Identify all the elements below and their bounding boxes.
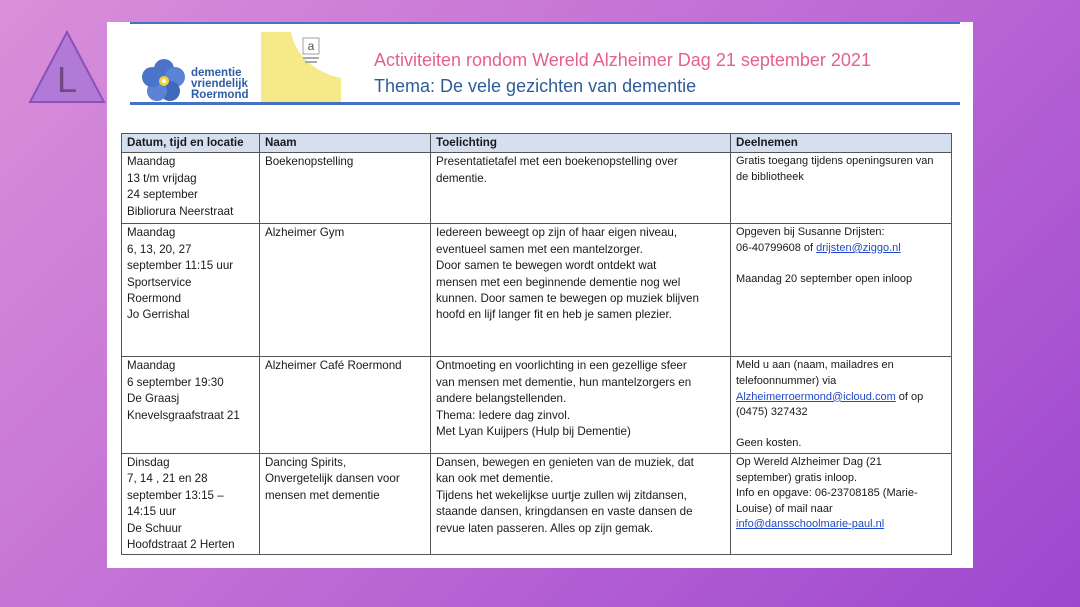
page-title: Activiteiten rondom Wereld Alzheimer Dag 21 september 2021 — [374, 50, 871, 70]
cell-toelichting: Ontmoeting en voorlichting in een gezellige sfeer van mensen met dementie, hun mantelzorgers en andere belangstellenden. Thema: Iedere dag zinvol. Met Lyan Kuijpers (Hulp bij Dementie) — [431, 357, 731, 454]
activities-table — [121, 133, 952, 555]
logo-line-2: vriendelijk — [191, 78, 248, 90]
email-link-alzheimer-roermond[interactable]: Alzheimerroermond@icloud.com — [736, 390, 896, 403]
cell-datum: Maandag 6, 13, 20, 27 september 11:15 uur Sportservice Roermond Jo Gerrishal — [122, 224, 260, 357]
cell-datum: Maandag 13 t/m vrijdag 24 september Bibliorura Neerstraat — [122, 153, 260, 224]
table-row — [122, 224, 952, 357]
document-page — [107, 22, 973, 568]
table-header-row — [122, 134, 952, 153]
cell-datum: Dinsdag 7, 14 , 21 en 28 september 13:15 – 14:15 uur De Schuur Hoofdstraat 2 Herten — [122, 453, 260, 554]
logo-line-1: dementie — [191, 67, 242, 79]
cell-deelnemen: Op Wereld Alzheimer Dag (21 september) gratis inloop. Info en opgave: 06-23708185 (Marie- Louise) of mail naar info@dansschoolmarie-paul.nl — [731, 453, 952, 554]
cell-naam: Alzheimer Gym — [260, 224, 431, 357]
badge-letter: L — [56, 59, 78, 100]
partner-logo-mark: a — [307, 39, 315, 53]
table-row — [122, 357, 952, 454]
cell-toelichting: Iedereen beweegt op zijn of haar eigen niveau, eventueel samen met een mantelzorger. Door samen te bewegen wordt ontdekt wat mensen met een beginnende dementie nog wel kunnen. Door samen te bewegen op muziek blijven hoofd en lijf langer fit en heb je samen plezier. — [431, 224, 731, 357]
top-rule — [130, 22, 960, 24]
header-rule — [130, 102, 960, 105]
cell-toelichting: Dansen, bewegen en genieten van de muziek, dat kan ook met dementie. Tijdens het wekelijkse uurtje zullen wij zitdansen, staande dansen, kringdansen en vaste dansen de revue laten passeren. Alles op zijn gemak. — [431, 453, 731, 554]
cell-naam: Dancing Spirits, Onvergetelijk dansen voor mensen met dementie — [260, 453, 431, 554]
logo-line-3: Roermond — [191, 89, 249, 101]
cell-toelichting: Presentatietafel met een boekenopstelling over dementie. — [431, 153, 731, 224]
cell-deelnemen: Meld u aan (naam, mailadres en telefoonnummer) via Alzheimerroermond@icloud.com of op (0475) 327432 Geen kosten. — [731, 357, 952, 454]
cell-deelnemen: Gratis toegang tijdens openingsuren van de bibliotheek — [731, 153, 952, 224]
email-link-drijsten[interactable]: drijsten@ziggo.nl — [816, 242, 901, 254]
column-header-toelichting: Toelichting — [431, 134, 731, 153]
cell-naam: Alzheimer Café Roermond — [260, 357, 431, 454]
table-row — [122, 453, 952, 554]
dementie-vriendelijk-logo — [139, 58, 261, 104]
table-row — [122, 153, 952, 224]
page-subtitle: Thema: De vele gezichten van dementie — [374, 76, 697, 96]
cell-datum: Maandag 6 september 19:30 De Graasj Knevelsgraafstraat 21 — [122, 357, 260, 454]
title-year: 2021 — [830, 50, 871, 70]
partner-logo — [261, 32, 341, 104]
column-header-datum: Datum, tijd en locatie — [122, 134, 260, 153]
forget-me-not-flower-icon — [139, 58, 189, 106]
column-header-naam: Naam — [260, 134, 431, 153]
email-link-dansschool[interactable]: info@dansschoolmarie-paul.nl — [736, 518, 885, 531]
column-header-deelnemen: Deelnemen — [731, 134, 952, 153]
cell-deelnemen: Opgeven bij Susanne Drijsten: 06-40799608 of drijsten@ziggo.nl Maandag 20 september open inloop — [731, 224, 952, 357]
cell-naam: Boekenopstelling — [260, 153, 431, 224]
letter-badge — [28, 30, 106, 104]
